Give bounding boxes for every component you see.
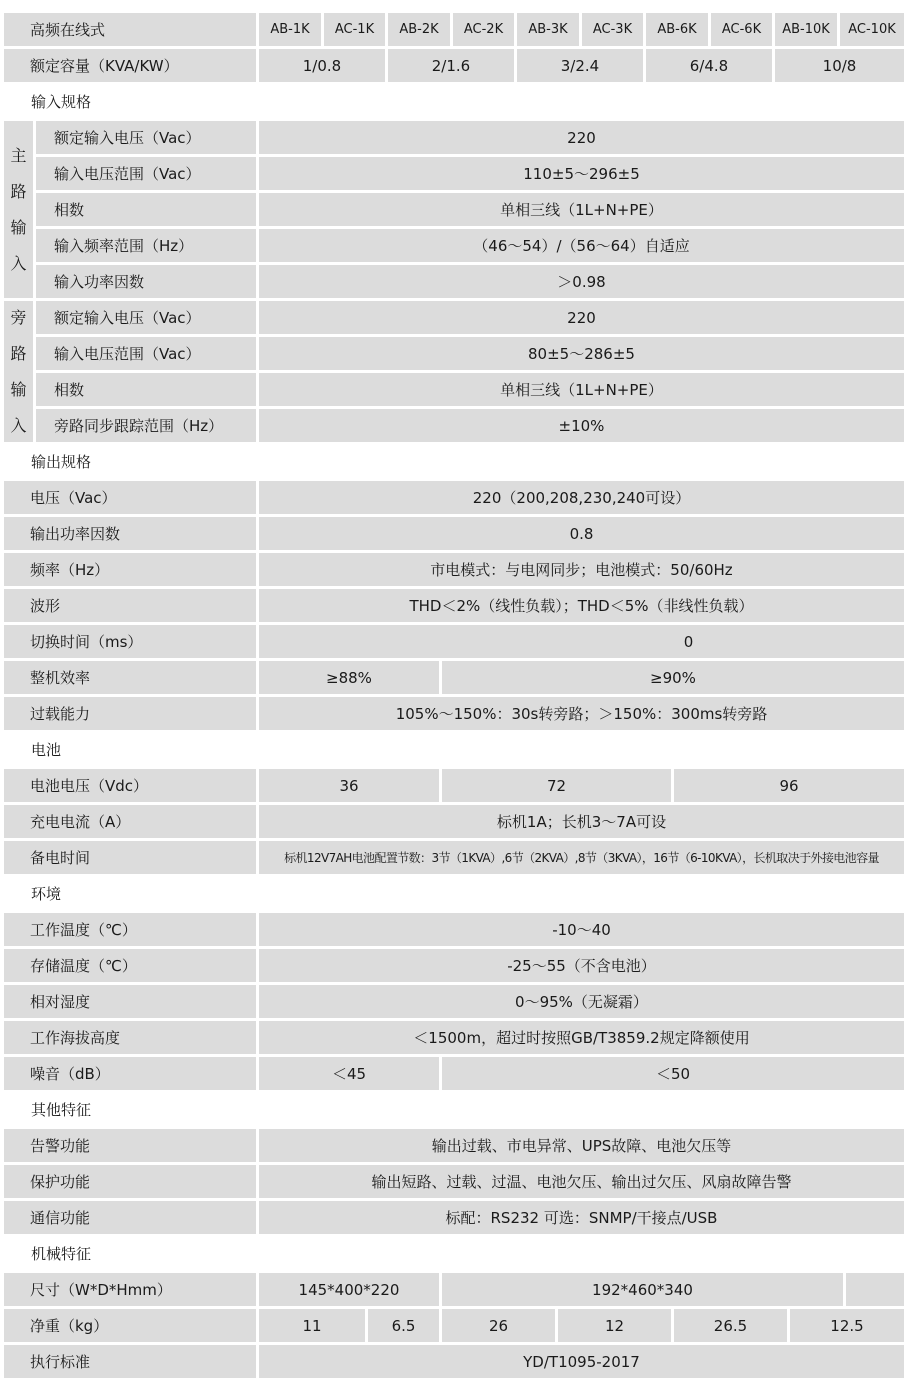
other-protection-value: 输出短路、过载、过温、电池欠压、输出过欠压、风扇故障告警 [259,1165,904,1198]
mech-weight-2: 6.5 [368,1309,439,1342]
env-humidity-label: 相对湿度 [4,985,256,1018]
capacity-2k: 2/1.6 [388,49,514,82]
battery-backup-value: 标机12V7AH电池配置节数：3节（1KVA）,6节（2KVA）,8节（3KVA），16节（6-10KVA），长机取决于外接电池容量 [259,841,904,874]
capacity-label: 额定容量（KVA/KW） [4,49,256,82]
section-input: 输入规格 [0,85,910,118]
mech-size-label: 尺寸（W*D*Hmm） [4,1273,256,1306]
mech-size-blank [846,1273,904,1306]
main-voltage-range-value: 110±5～296±5 [259,157,904,190]
battery-voltage-label: 电池电压（Vdc） [4,769,256,802]
main-rated-voltage-value: 220 [259,121,904,154]
mech-weight-1: 11 [259,1309,365,1342]
main-freq-range-label: 输入频率范围（Hz） [36,229,256,262]
model-ac-3k: AC-3K [582,13,643,46]
bypass-rated-voltage-label: 额定输入电压（Vac） [36,301,256,334]
env-noise-low: ＜45 [259,1057,439,1090]
model-ab-3k: AB-3K [517,13,579,46]
bypass-input-char-4: 入 [10,415,27,435]
battery-voltage-36: 36 [259,769,439,802]
mech-weight-6: 12.5 [790,1309,904,1342]
main-voltage-range-label: 输入电压范围（Vac） [36,157,256,190]
battery-current-value: 标机1A；长机3～7A可设 [259,805,904,838]
env-operating-temp-value: -10～40 [259,913,904,946]
battery-voltage-72: 72 [442,769,671,802]
mech-size-large: 192*460*340 [442,1273,843,1306]
battery-backup-label: 备电时间 [4,841,256,874]
other-alarm-value: 输出过载、市电异常、UPS故障、电池欠压等 [259,1129,904,1162]
output-wave-label: 波形 [4,589,256,622]
main-freq-range-value: （46～54）/（56～64）自适应 [259,229,904,262]
bypass-phase-label: 相数 [36,373,256,406]
mech-standard-label: 执行标准 [4,1345,256,1378]
output-transfer-value: 0 [259,625,904,658]
section-other: 其他特征 [0,1093,910,1126]
mech-weight-4: 12 [558,1309,671,1342]
capacity-6k: 6/4.8 [646,49,772,82]
mech-size-small: 145*400*220 [259,1273,439,1306]
bypass-voltage-range-value: 80±5～286±5 [259,337,904,370]
model-ab-10k: AB-10K [775,13,837,46]
output-freq-label: 频率（Hz） [4,553,256,586]
main-pf-label: 输入功率因数 [36,265,256,298]
env-storage-temp-label: 存储温度（℃） [4,949,256,982]
main-input-char-2: 路 [10,181,27,201]
model-ac-6k: AC-6K [711,13,772,46]
output-freq-value: 市电模式：与电网同步；电池模式：50/60Hz [259,553,904,586]
bypass-sync-range-value: ±10% [259,409,904,442]
bypass-input-char-3: 输 [10,379,27,399]
section-mechanical: 机械特征 [0,1237,910,1270]
output-wave-value: THD＜2%（线性负载）；THD＜5%（非线性负载） [259,589,904,622]
main-pf-value: ＞0.98 [259,265,904,298]
env-altitude-value: ＜1500m，超过时按照GB/T3859.2规定降额使用 [259,1021,904,1054]
model-ac-10k: AC-10K [840,13,904,46]
env-noise-high: ＜50 [442,1057,904,1090]
env-humidity-value: 0～95%（无凝霜） [259,985,904,1018]
output-overload-label: 过载能力 [4,697,256,730]
section-environment: 环境 [0,877,910,910]
model-ab-2k: AB-2K [388,13,450,46]
output-transfer-label: 切换时间（ms） [4,625,256,658]
mech-weight-3: 26 [442,1309,555,1342]
battery-voltage-96: 96 [674,769,904,802]
bypass-phase-value: 单相三线（1L+N+PE） [259,373,904,406]
other-protection-label: 保护功能 [4,1165,256,1198]
main-phase-value: 单相三线（1L+N+PE） [259,193,904,226]
output-pf-label: 输出功率因数 [4,517,256,550]
output-voltage-label: 电压（Vac） [4,481,256,514]
table-title: 高频在线式 [4,13,256,46]
model-ac-1k: AC-1K [324,13,385,46]
capacity-3k: 3/2.4 [517,49,643,82]
bypass-voltage-range-label: 输入电压范围（Vac） [36,337,256,370]
env-noise-label: 噪音（dB） [4,1057,256,1090]
other-alarm-label: 告警功能 [4,1129,256,1162]
bypass-input-char-1: 旁 [10,307,27,327]
main-input-char-3: 输 [10,217,27,237]
bypass-input-group [4,301,33,442]
output-efficiency-high: ≥90% [442,661,904,694]
capacity-10k: 10/8 [775,49,904,82]
other-comm-value: 标配：RS232 可选：SNMP/干接点/USB [259,1201,904,1234]
bypass-input-char-2: 路 [10,343,27,363]
env-operating-temp-label: 工作温度（℃） [4,913,256,946]
other-comm-label: 通信功能 [4,1201,256,1234]
output-efficiency-low: ≥88% [259,661,439,694]
env-altitude-label: 工作海拔高度 [4,1021,256,1054]
main-input-group [4,121,33,298]
mech-standard-value: YD/T1095-2017 [259,1345,904,1378]
output-overload-value: 105%～150%：30s转旁路；＞150%：300ms转旁路 [259,697,904,730]
output-voltage-value: 220（200,208,230,240可设） [259,481,904,514]
main-rated-voltage-label: 额定输入电压（Vac） [36,121,256,154]
env-storage-temp-value: -25～55（不含电池） [259,949,904,982]
battery-current-label: 充电电流（A） [4,805,256,838]
model-ab-1k: AB-1K [259,13,321,46]
section-output: 输出规格 [0,445,910,478]
main-phase-label: 相数 [36,193,256,226]
mech-weight-label: 净重（kg） [4,1309,256,1342]
section-battery: 电池 [0,733,910,766]
mech-weight-5: 26.5 [674,1309,787,1342]
model-ab-6k: AB-6K [646,13,708,46]
capacity-1k: 1/0.8 [259,49,385,82]
output-pf-value: 0.8 [259,517,904,550]
main-input-char-4: 入 [10,253,27,273]
output-efficiency-label: 整机效率 [4,661,256,694]
main-input-char-1: 主 [10,145,27,165]
bypass-rated-voltage-value: 220 [259,301,904,334]
model-ac-2k: AC-2K [453,13,514,46]
bypass-sync-range-label: 旁路同步跟踪范围（Hz） [36,409,256,442]
